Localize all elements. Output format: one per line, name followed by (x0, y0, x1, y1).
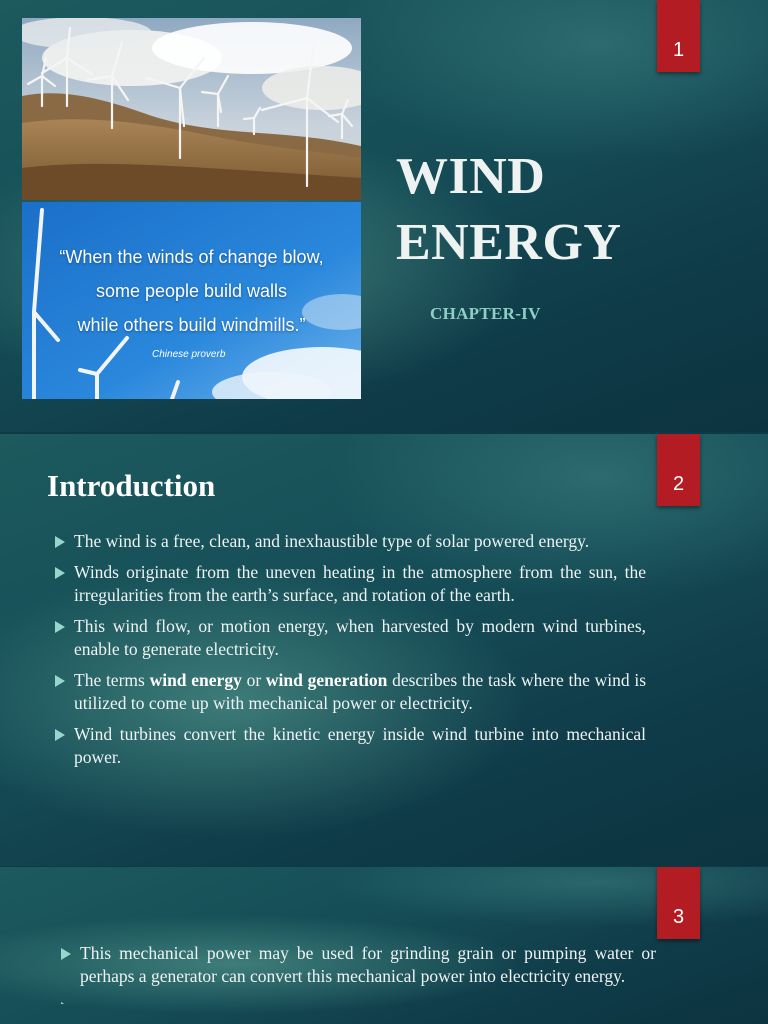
quote-source: Chinese proverb (152, 349, 226, 360)
right-triangle-icon (55, 729, 65, 741)
bullet-text-post: describes the task where the wind is utilized to come up with mechanical power or electricity. (74, 670, 647, 713)
bullet-list (60, 942, 656, 1012)
right-triangle-icon (55, 567, 65, 579)
slide-3 (0, 867, 768, 1024)
right-triangle-icon (55, 621, 65, 633)
bullet-text: This wind flow, or motion energy, when harvested by modern wind turbines, enable to generate electricity. (74, 616, 646, 659)
slide-number-badge: 1 (657, 0, 700, 72)
proverb-quote (22, 240, 361, 342)
bullet-text: Winds originate from the uneven heating in the atmosphere from the sun, the irregularities from the earth’s surface, and rotation of the earth. (74, 562, 646, 605)
quote-line: some people build walls (95, 281, 288, 301)
wind-turbines-hills-image (22, 18, 361, 200)
chapter-subtitle: CHAPTER-IV (430, 304, 541, 323)
presentation-title (396, 144, 656, 276)
quote-image (22, 202, 361, 399)
list-item (54, 530, 646, 553)
right-triangle-icon (61, 1002, 71, 1004)
list-item (54, 723, 646, 769)
list-item (54, 561, 646, 607)
bullet-text-mid: or (241, 670, 266, 690)
list-item (60, 942, 656, 988)
slide-title: Introduction (47, 468, 216, 503)
title-line: WIND (396, 148, 546, 205)
bold-term-wind-energy: wind energy (149, 670, 242, 690)
right-triangle-icon (55, 675, 65, 687)
list-item (54, 615, 646, 661)
bold-term-wind-generation: wind generation (265, 670, 388, 690)
right-triangle-icon (55, 536, 65, 548)
slide-number-badge: 3 (657, 867, 700, 939)
bullet-text: Wind turbines convert the kinetic energy inside wind turbine into mechanical power. (74, 724, 646, 767)
right-triangle-icon (61, 948, 71, 960)
bullet-text-pre: The terms (74, 670, 150, 690)
list-item-cut-off (60, 996, 656, 1004)
slide-2 (0, 434, 768, 866)
slide-number-badge: 2 (657, 434, 700, 506)
title-line: ENERGY (396, 214, 622, 271)
bullet-text: The wind is a free, clean, and inexhaustible type of solar powered energy. (74, 531, 590, 551)
list-item (54, 669, 646, 715)
quote-line: “When the winds of change blow, (59, 247, 324, 267)
bullet-text: This mechanical power may be used for grinding grain or pumping water or perhaps a generator can convert this mechanical power into electricity energy. (80, 943, 656, 986)
wind-farm-photo (22, 18, 361, 200)
quote-line: while others build windmills.” (77, 315, 306, 335)
bullet-list (54, 530, 646, 777)
slide-1 (0, 0, 768, 432)
